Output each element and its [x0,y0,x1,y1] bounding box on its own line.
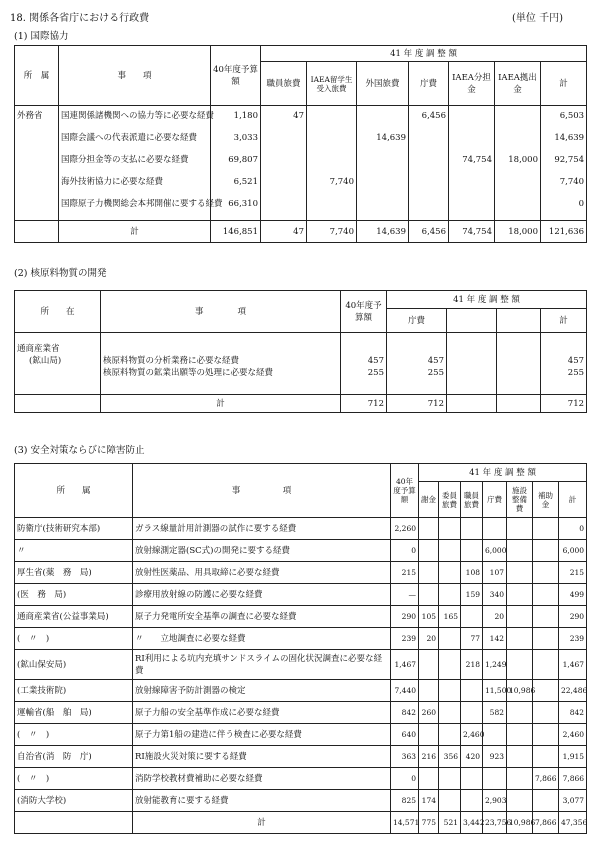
value-cell-c2 [439,702,461,724]
value-cell-c5 [507,628,533,650]
value-cell-c5 [507,768,533,790]
value: 457 [567,356,585,366]
value-cell-c4: 107 [483,562,507,584]
total-c2: 712 [541,395,587,413]
org-cell: (医 務 局) [15,584,133,606]
value-cell-c2 [439,584,461,606]
value: 6,521 [233,177,258,187]
value-cell-c6 [533,540,559,562]
value-cell-c1 [419,680,439,702]
value-cell-c3 [461,606,483,628]
item-cell: RI施設火災対策に要する経費 [133,746,391,768]
table-row [15,680,587,702]
value-cell-c2 [439,650,461,680]
value-cell-c4: 582 [483,702,507,724]
item-cell: RI利用による坑内充填サンドスライムの固化状況調査に必要な経費 [133,650,391,680]
total-budget: 712 [341,395,387,413]
table-row [15,768,587,790]
value-cell-c2 [439,768,461,790]
col-budget: 40年度予算額 [211,46,261,106]
item-list [101,333,341,395]
col-office-expense: 庁費 [483,482,507,518]
total-c6: 7,866 [533,812,559,834]
org-cell: 厚生省(薬 務 局) [15,562,133,584]
value-cell-c3: 2,460 [461,724,483,746]
c7-values [541,106,587,221]
item: 核原料物質の鉱業出願等の処理に必要な経費 [103,368,274,378]
table-row [15,584,587,606]
total-c1: 712 [387,395,447,413]
col-iaea-contribution: IAEA拠出金 [495,62,541,106]
item-cell: 放射線障害予防計測器の検定 [133,680,391,702]
value-cell-c1 [419,518,439,540]
c1-values [387,333,447,395]
value: 255 [567,368,585,378]
org-cell: 〃 [15,540,133,562]
c4-values [409,106,449,221]
value-cell-c6 [533,518,559,540]
total-c6: 18,000 [495,221,541,243]
value-cell-c6 [533,724,559,746]
value: 47 [293,111,304,121]
org-cell: 自治省(消 防 庁) [15,746,133,768]
value-cell-c2 [439,540,461,562]
org-bureau: (鉱山局) [29,356,62,366]
value-cell-c1: 216 [419,746,439,768]
value-cell-b: 640 [391,724,419,746]
org-cell: (鉱山保安局) [15,650,133,680]
item: 核原料物質の分析業務に必要な経費 [103,356,240,366]
value: 3,033 [233,133,258,143]
col-item: 事 項 [101,291,341,333]
value: 6,456 [421,111,446,121]
value-cell-c7: 842 [559,702,587,724]
item-cell: 放射線測定器(SC式)の開発に要する経費 [133,540,391,562]
value: 69,807 [228,155,258,165]
org-name: 通商産業省 [17,344,60,354]
value: 14,639 [554,133,585,143]
value-cell-b: 0 [391,768,419,790]
value-cell-c3 [461,768,483,790]
value-cell-c4 [483,768,507,790]
value-cell-c6 [533,790,559,812]
value: 74,754 [462,155,492,165]
table-row [15,518,587,540]
value: 1,180 [233,111,258,121]
value-cell-c1: 105 [419,606,439,628]
table-nuclear-materials [14,290,587,413]
section-3-label: (3) 安全対策ならびに障害防止 [14,445,145,456]
value-cell-c7: 215 [559,562,587,584]
value-cell-c2 [439,562,461,584]
total-c3: 3,442 [461,812,483,834]
value-cell-c5 [507,790,533,812]
item: 国連関係諸機関への協力等に必要な経費 [61,111,215,121]
table-row [15,562,587,584]
col-iaea-student-travel: IAEA留学生受入旅費 [307,62,357,106]
value-cell-c2 [439,680,461,702]
org-cell: (工業技術院) [15,680,133,702]
value-cell-b: 1,467 [391,650,419,680]
value-cell-c7: 6,000 [559,540,587,562]
org-cell: 外務省 [15,106,59,221]
col-iaea-share: IAEA分担金 [449,62,495,106]
page-title: 18. 関係各省庁における行政費 [10,13,150,24]
value: 0 [578,199,585,209]
col-item: 事 項 [59,46,211,106]
total-c5: 10,986 [507,812,533,834]
value-cell-c6 [533,650,559,680]
value: 14,639 [376,133,406,143]
value-cell-c3: 218 [461,650,483,680]
value: 6,503 [559,111,585,121]
value: 66,310 [228,199,258,209]
item-cell: ガラス線量計用計測器の試作に要する経費 [133,518,391,540]
org-cell: ( 〃 ) [15,768,133,790]
total-c1: 775 [419,812,439,834]
value-cell-c6 [533,562,559,584]
org-cell: 運輸省(船 舶 局) [15,702,133,724]
value-cell-c7: 7,866 [559,768,587,790]
value-cell-c1 [419,540,439,562]
c1-values [261,106,307,221]
total-c7: 121,636 [541,221,587,243]
value-cell-c2: 165 [439,606,461,628]
col-office-expense: 庁費 [409,62,449,106]
item-cell: 〃 立地調査に必要な経費 [133,628,391,650]
total-c5: 74,754 [449,221,495,243]
value-cell-c3: 159 [461,584,483,606]
value-cell-c4: 923 [483,746,507,768]
section-1-label: (1) 国際協力 [14,31,69,42]
value-cell-c3 [461,518,483,540]
value-cell-b: 290 [391,606,419,628]
value-cell-b: 842 [391,702,419,724]
col-total: 計 [541,62,587,106]
value-cell-c5 [507,584,533,606]
table-row [15,606,587,628]
org-cell: ( 〃 ) [15,628,133,650]
item: 国際原子力機関総会本邦開催に要する経費 [61,199,223,209]
col-foreign-travel: 外国旅費 [357,62,409,106]
item-cell: 放射能教育に要する経費 [133,790,391,812]
value: 457 [367,356,384,366]
col-org: 所 在 [15,291,101,333]
org-cell: ( 〃 ) [15,724,133,746]
total-c7: 47,356 [559,812,587,834]
table-row [15,702,587,724]
col-budget: 40年度予算額 [391,464,419,518]
col-total: 計 [559,482,587,518]
total-c4: 23,756 [483,812,507,834]
value-cell-c5 [507,746,533,768]
col-item: 事 項 [133,464,391,518]
table-row [15,724,587,746]
col-staff-travel: 職員旅費 [461,482,483,518]
col-budget: 40年度予算額 [341,291,387,333]
value-cell-c3 [461,680,483,702]
col-office-expense: 庁費 [387,309,447,333]
value-cell-c3: 420 [461,746,483,768]
total-c3: 14,639 [357,221,409,243]
table-row [15,790,587,812]
value-cell-c5 [507,540,533,562]
col-org: 所 属 [15,464,133,518]
value-cell-c5 [507,562,533,584]
item-cell: 診療用放射線の防護に必要な経費 [133,584,391,606]
total-label: 計 [101,395,341,413]
value-cell-c6 [533,680,559,702]
value-cell-c1 [419,724,439,746]
c5-values [449,106,495,221]
col-honorarium: 謝金 [419,482,439,518]
table-row [15,540,587,562]
c6-values [495,106,541,221]
section-2-label: (2) 核原料物質の開発 [14,268,107,279]
value-cell-c4: 6,000 [483,540,507,562]
col-total: 計 [541,309,587,333]
value-cell-c3: 77 [461,628,483,650]
c2-values [541,333,587,395]
value-cell-c6 [533,746,559,768]
value-cell-b: 239 [391,628,419,650]
value-cell-c4: 2,903 [483,790,507,812]
org-cell: 防衛庁(技術研究本部) [15,518,133,540]
value-cell-c7: 499 [559,584,587,606]
table-row [15,746,587,768]
org-cell [15,333,101,395]
col-adjust: 41 年 度 調 整 額 [261,46,587,62]
value: 7,740 [559,177,585,187]
col-facilities: 施設整備費 [507,482,533,518]
col-committee-travel: 委員旅費 [439,482,461,518]
value-cell-c4: 11,500 [483,680,507,702]
value-cell-c3 [461,702,483,724]
item-cell: 原子力発電所安全基準の調査に必要な経費 [133,606,391,628]
value-cell-c1 [419,768,439,790]
total-c2: 7,740 [307,221,357,243]
value-cell-c3: 108 [461,562,483,584]
value-cell-c4: 340 [483,584,507,606]
col-org: 所 属 [15,46,59,106]
value-cell-c5 [507,650,533,680]
item-cell: 放射性医薬品、用具取締に必要な経費 [133,562,391,584]
value-cell-c2 [439,518,461,540]
value-cell-c1 [419,584,439,606]
value-cell-c4: 20 [483,606,507,628]
item: 国際会議への代表派遣に必要な経費 [61,133,198,143]
budget-values [341,333,387,395]
value: 7,740 [329,177,354,187]
value-cell-c7: 290 [559,606,587,628]
value-cell-c6: 7,866 [533,768,559,790]
value-cell-c3 [461,790,483,812]
value: 92,754 [554,155,585,165]
value-cell-c1 [419,650,439,680]
value-cell-c2 [439,790,461,812]
value-cell-c5 [507,606,533,628]
value-cell-c2: 356 [439,746,461,768]
col-adjust: 41 年 度 調 整 額 [419,464,587,482]
value-cell-c3 [461,540,483,562]
value-cell-c6 [533,584,559,606]
value-cell-b: 7,440 [391,680,419,702]
total-c2: 521 [439,812,461,834]
total-budget: 14,571 [391,812,419,834]
value-cell-c1: 174 [419,790,439,812]
value-cell-c5 [507,702,533,724]
table-row [15,628,587,650]
item-cell: 原子力船の安全基準作成に必要な経費 [133,702,391,724]
item-cell: 消防学校教材費補助に必要な経費 [133,768,391,790]
value-cell-b: 825 [391,790,419,812]
c2-values [307,106,357,221]
total-budget: 146,851 [211,221,261,243]
value-cell-b: 0 [391,540,419,562]
value-cell-c7: 2,460 [559,724,587,746]
value-cell-c4 [483,518,507,540]
unit-label: (単位 千円) [512,13,563,24]
value-cell-c5 [507,518,533,540]
item-cell: 原子力第1船の建造に伴う検査に必要な経費 [133,724,391,746]
value-cell-c7: 1,467 [559,650,587,680]
value-cell-c4 [483,724,507,746]
value-cell-b: 215 [391,562,419,584]
table-row [15,650,587,680]
table-safety-measures [14,463,587,834]
item: 国際分担金等の支払に必要な経費 [61,155,189,165]
value-cell-c1 [419,562,439,584]
value: 255 [367,368,384,378]
item-list [59,106,223,221]
total-label: 計 [133,812,391,834]
item: 海外技術協力に必要な経費 [61,177,164,187]
value-cell-c6 [533,606,559,628]
value-cell-c1: 260 [419,702,439,724]
table-international-cooperation [14,45,587,243]
value-cell-c7: 239 [559,628,587,650]
col-subsidy: 補助金 [533,482,559,518]
value-cell-c5: 10,986 [507,680,533,702]
value: 18,000 [508,155,538,165]
value-cell-b: 2,260 [391,518,419,540]
value-cell-c6 [533,702,559,724]
value-cell-b: 363 [391,746,419,768]
value-cell-c5 [507,724,533,746]
col-staff-travel: 職員旅費 [261,62,307,106]
total-label: 計 [59,221,211,243]
value-cell-c4: 1,249 [483,650,507,680]
org-cell: 通商産業省(公益事業局) [15,606,133,628]
value-cell-c1: 20 [419,628,439,650]
value-cell-c7: 3,077 [559,790,587,812]
value-cell-c2 [439,628,461,650]
total-c4: 6,456 [409,221,449,243]
total-c1: 47 [261,221,307,243]
value-cell-c7: 22,486 [559,680,587,702]
value-cell-c7: 1,915 [559,746,587,768]
value-cell-c6 [533,628,559,650]
col-adjust: 41 年 度 調 整 額 [387,291,587,309]
value: 255 [427,368,444,378]
value-cell-c4: 142 [483,628,507,650]
value-cell-c2 [439,724,461,746]
c3-values [357,106,409,221]
value-cell-c7: 0 [559,518,587,540]
value: 457 [427,356,444,366]
org-cell: (消防大学校) [15,790,133,812]
value-cell-b: — [391,584,419,606]
